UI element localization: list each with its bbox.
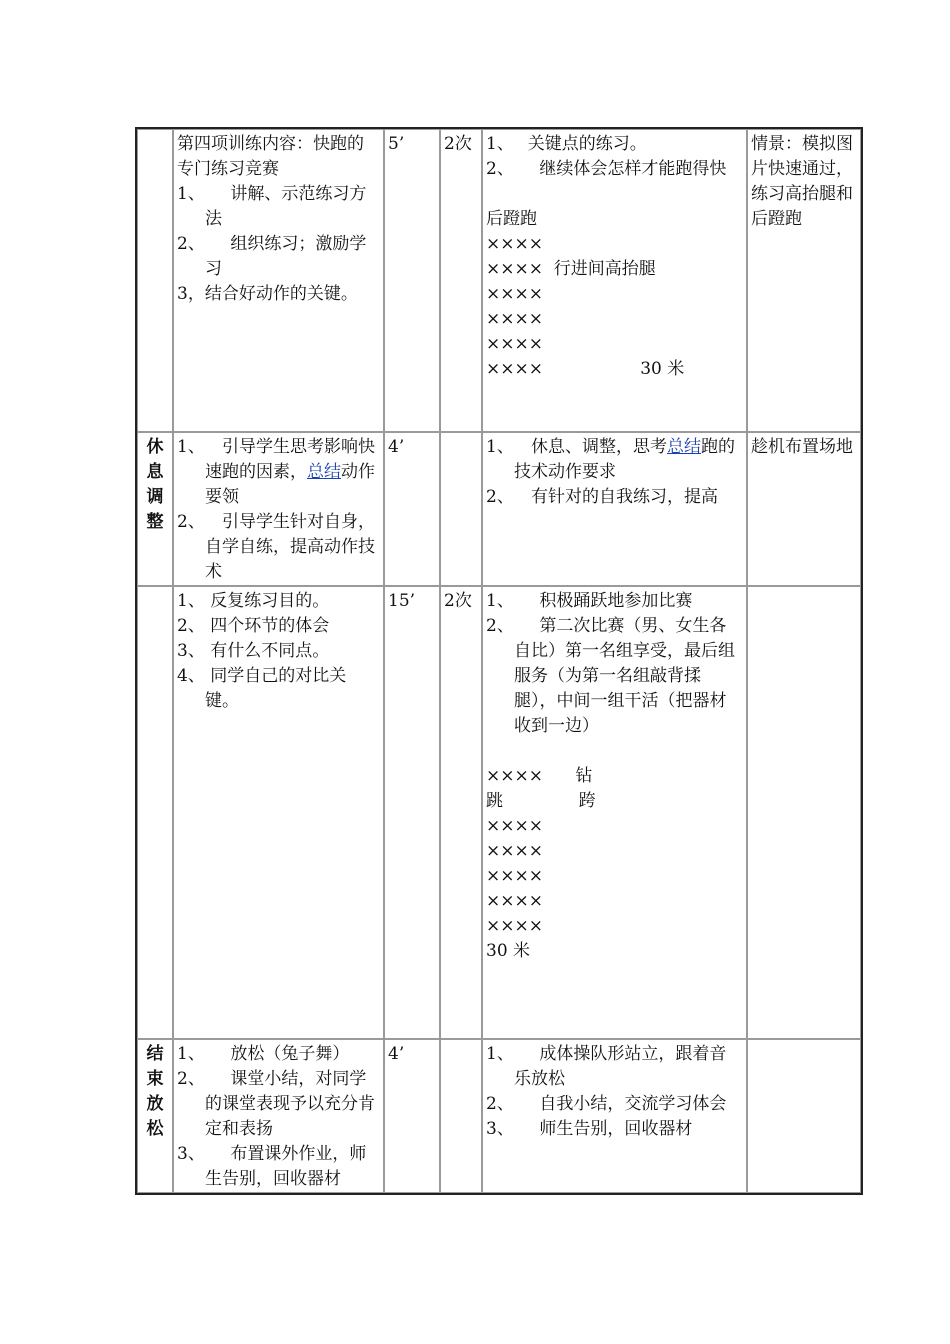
student-item: 2、 自我小结，交流学习体会	[486, 1094, 727, 1114]
section-cell-cooldown	[137, 1039, 173, 1193]
formation-line: ××××	[486, 816, 543, 836]
teacher-activity-cell	[173, 432, 384, 586]
count-cell: 2次	[440, 129, 482, 432]
formation-line: ××××	[486, 309, 543, 329]
student-item: 2、 第二次比赛（男、女生各自比）第一名组享受，最后组服务（为第一名组敲背揉腿），中间一组干活（把器材收到一边）	[486, 616, 735, 736]
teacher-item: 2、 组织练习；激励学习	[177, 234, 367, 279]
student-item-text: 跑的技术动作要求	[514, 437, 735, 482]
count-cell	[440, 432, 482, 586]
section-cell	[137, 129, 173, 432]
note-cell: 情景：模拟图片快速通过，练习高抬腿和后蹬跑	[747, 129, 861, 432]
time-cell: 5’	[384, 129, 440, 432]
student-item: 1、 成体操队形站立，跟着音乐放松	[486, 1044, 727, 1089]
formation-line: ×××× 行进间高抬腿	[486, 259, 656, 279]
teacher-activity-cell	[173, 1039, 384, 1193]
count-cell: 2次	[440, 586, 482, 1039]
student-activity-cell	[482, 129, 747, 432]
teacher-activity-cell	[173, 586, 384, 1039]
teacher-item: 4、 同学自己的对比关键。	[177, 666, 347, 711]
teacher-item-text: 引导学生思考影响快速跑的因素，	[205, 437, 375, 482]
formation-line: 30 米	[486, 941, 531, 961]
teacher-item: 2、 四个环节的体会	[177, 616, 330, 636]
student-activity-cell	[482, 1039, 747, 1193]
section-cell-rest	[137, 432, 173, 586]
section-cell	[137, 586, 173, 1039]
formation-line: ××××	[486, 916, 543, 936]
teacher-item: 3、 布置课外作业，师生告别，回收器材	[177, 1144, 367, 1189]
teacher-item: 1、 引导学生思考影响快速跑的因素，总结动作要领	[177, 437, 375, 507]
note-cell	[747, 586, 861, 1039]
teacher-item: 2、 课堂小结，对同学的课堂表现予以充分肯定和表扬	[177, 1069, 375, 1139]
time-cell: 4’	[384, 1039, 440, 1193]
formation-line: ××××	[486, 284, 543, 304]
formation-label: 后蹬跑	[486, 209, 537, 229]
spacer	[486, 182, 743, 207]
formation-line: 跳 跨	[486, 791, 596, 811]
note-cell	[747, 1039, 861, 1193]
section-label: 休息调整	[146, 437, 164, 532]
table-row	[137, 586, 861, 1039]
student-item: 1、 休息、调整，思考总结跑的技术动作要求	[486, 437, 735, 482]
spacer	[486, 739, 743, 764]
student-activity-cell	[482, 586, 747, 1039]
teacher-activity-cell	[173, 129, 384, 432]
formation-line: ××××	[486, 891, 543, 911]
section-label: 结束放松	[146, 1044, 164, 1139]
table-row	[137, 432, 861, 586]
lesson-plan-table	[135, 127, 863, 1195]
note-cell: 趁机布置场地	[747, 432, 861, 586]
student-item-text: 有针对的自我练习，提高	[531, 487, 718, 507]
formation-line: ××××	[486, 866, 543, 886]
teacher-item: 第四项训练内容：快跑的专门练习竞赛	[177, 134, 364, 179]
teacher-item: 2、 引导学生针对自身，自学自练，提高动作技术	[177, 512, 375, 582]
time-cell: 15’	[384, 586, 440, 1039]
teacher-item: 1、 讲解、示范练习方法	[177, 184, 367, 229]
time-cell: 4’	[384, 432, 440, 586]
teacher-item: 3、 有什么不同点。	[177, 641, 330, 661]
count-cell	[440, 1039, 482, 1193]
student-item: 2、 继续体会怎样才能跑得快	[486, 159, 727, 179]
teacher-item-text: 动作要领	[205, 462, 375, 507]
formation-line: ×××× 钻	[486, 766, 593, 786]
student-item: 2、 有针对的自我练习，提高	[486, 487, 718, 507]
summary-link[interactable]: 总结	[667, 437, 701, 457]
teacher-item: 1、 反复练习目的。	[177, 591, 330, 611]
formation-line: ××××	[486, 234, 543, 254]
student-item: 1、 关键点的练习。	[486, 134, 647, 154]
formation-line: ×××× 30 米	[486, 359, 685, 379]
teacher-item: 3，结合好动作的关键。	[177, 284, 358, 304]
student-activity-cell	[482, 432, 747, 586]
student-item-text: 休息、调整，思考	[531, 437, 667, 457]
table-row	[137, 129, 861, 432]
table-row	[137, 1039, 861, 1193]
student-item: 1、 积极踊跃地参加比赛	[486, 591, 693, 611]
formation-line: ××××	[486, 841, 543, 861]
formation-line: ××××	[486, 334, 543, 354]
teacher-item: 1、 放松（兔子舞）	[177, 1044, 350, 1064]
student-item: 3、 师生告别，回收器材	[486, 1119, 693, 1139]
summary-link[interactable]: 总结	[307, 462, 341, 482]
teacher-item-text: 引导学生针对自身，自学自练，提高动作技术	[205, 512, 375, 582]
